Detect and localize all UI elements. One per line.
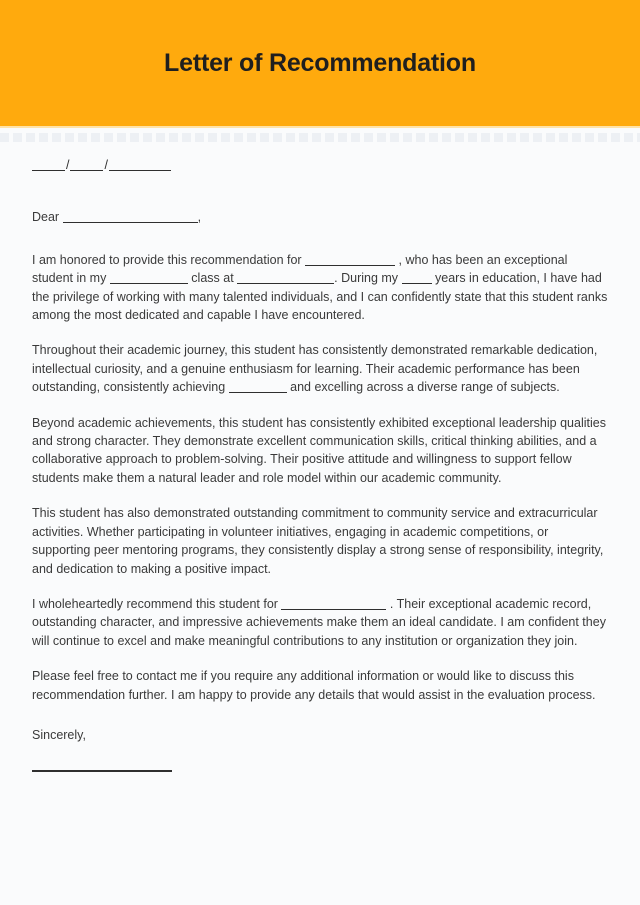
fill-in-blank — [70, 166, 103, 171]
fill-in-blank — [109, 166, 171, 171]
letter-paragraph: This student has also demonstrated outstanding commitment to community service and extracurricular activities. Whether participating in volunteer initiatives, engaging in academic competitions, or supporting peer mentoring programs, they consistently display a strong sense of responsibility, integrity, and dedication to making a positive impact. — [32, 506, 604, 576]
letter-paragraph: I wholeheartedly recommend this student for . Their exceptional academic record, outstanding character, and impressive achievements make them an ideal candidate. I am confident they will continue to excel and make meaningful contributions to any institution or organization they join. — [32, 596, 606, 648]
letter-paragraph: Throughout their academic journey, this student has consistently demonstrated remarkable dedication, intellectual curiosity, and a genuine enthusiasm for learning. Their academic performance has been outstanding, consistently achieving and excelling across a diverse range of subjects. — [32, 343, 598, 395]
dashed-divider — [0, 133, 640, 142]
letter-paragraph: Please feel free to contact me if you require any additional information or would like to discuss this recommendation further. I am happy to provide any details that would assist in the evaluation process. — [32, 669, 596, 702]
letter-paragraph: Beyond academic achievements, this student has consistently exhibited exceptional leadership qualities and strong character. They demonstrate excellent communication skills, critical thinking abilities, and a collaborative approach to problem-solving. Their positive attitude and willingness to support fellow students make them a natural leader and role model within our academic community. — [32, 415, 606, 485]
salutation-label: Dear — [32, 210, 63, 225]
salutation — [32, 208, 608, 226]
letter-body — [0, 142, 640, 772]
closing: Sincerely, — [32, 727, 86, 742]
letter-paragraphs — [32, 251, 608, 704]
date-separator: / — [66, 158, 70, 172]
fill-in-blank — [32, 166, 65, 171]
page-title: Letter of Recommendation — [164, 48, 476, 77]
letter-header — [0, 0, 640, 128]
fill-in-blank — [237, 279, 334, 284]
date-separator: / — [104, 158, 108, 172]
salutation-blank — [63, 218, 198, 223]
date-line — [32, 156, 608, 174]
signature-line — [32, 770, 172, 772]
fill-in-blank — [229, 388, 287, 393]
fill-in-blank — [110, 279, 188, 284]
fill-in-blank — [305, 261, 395, 266]
fill-in-blank — [402, 279, 432, 284]
fill-in-blank — [281, 605, 386, 610]
letter-paragraph: I am honored to provide this recommendation for , who has been an exceptional student in my class at . During my years in education, I have had the privilege of working with many talented individuals, and I can confidently state that this student ranks among the most dedicated and capable I have encountered. — [32, 252, 608, 323]
salutation-punctuation: , — [197, 210, 202, 225]
